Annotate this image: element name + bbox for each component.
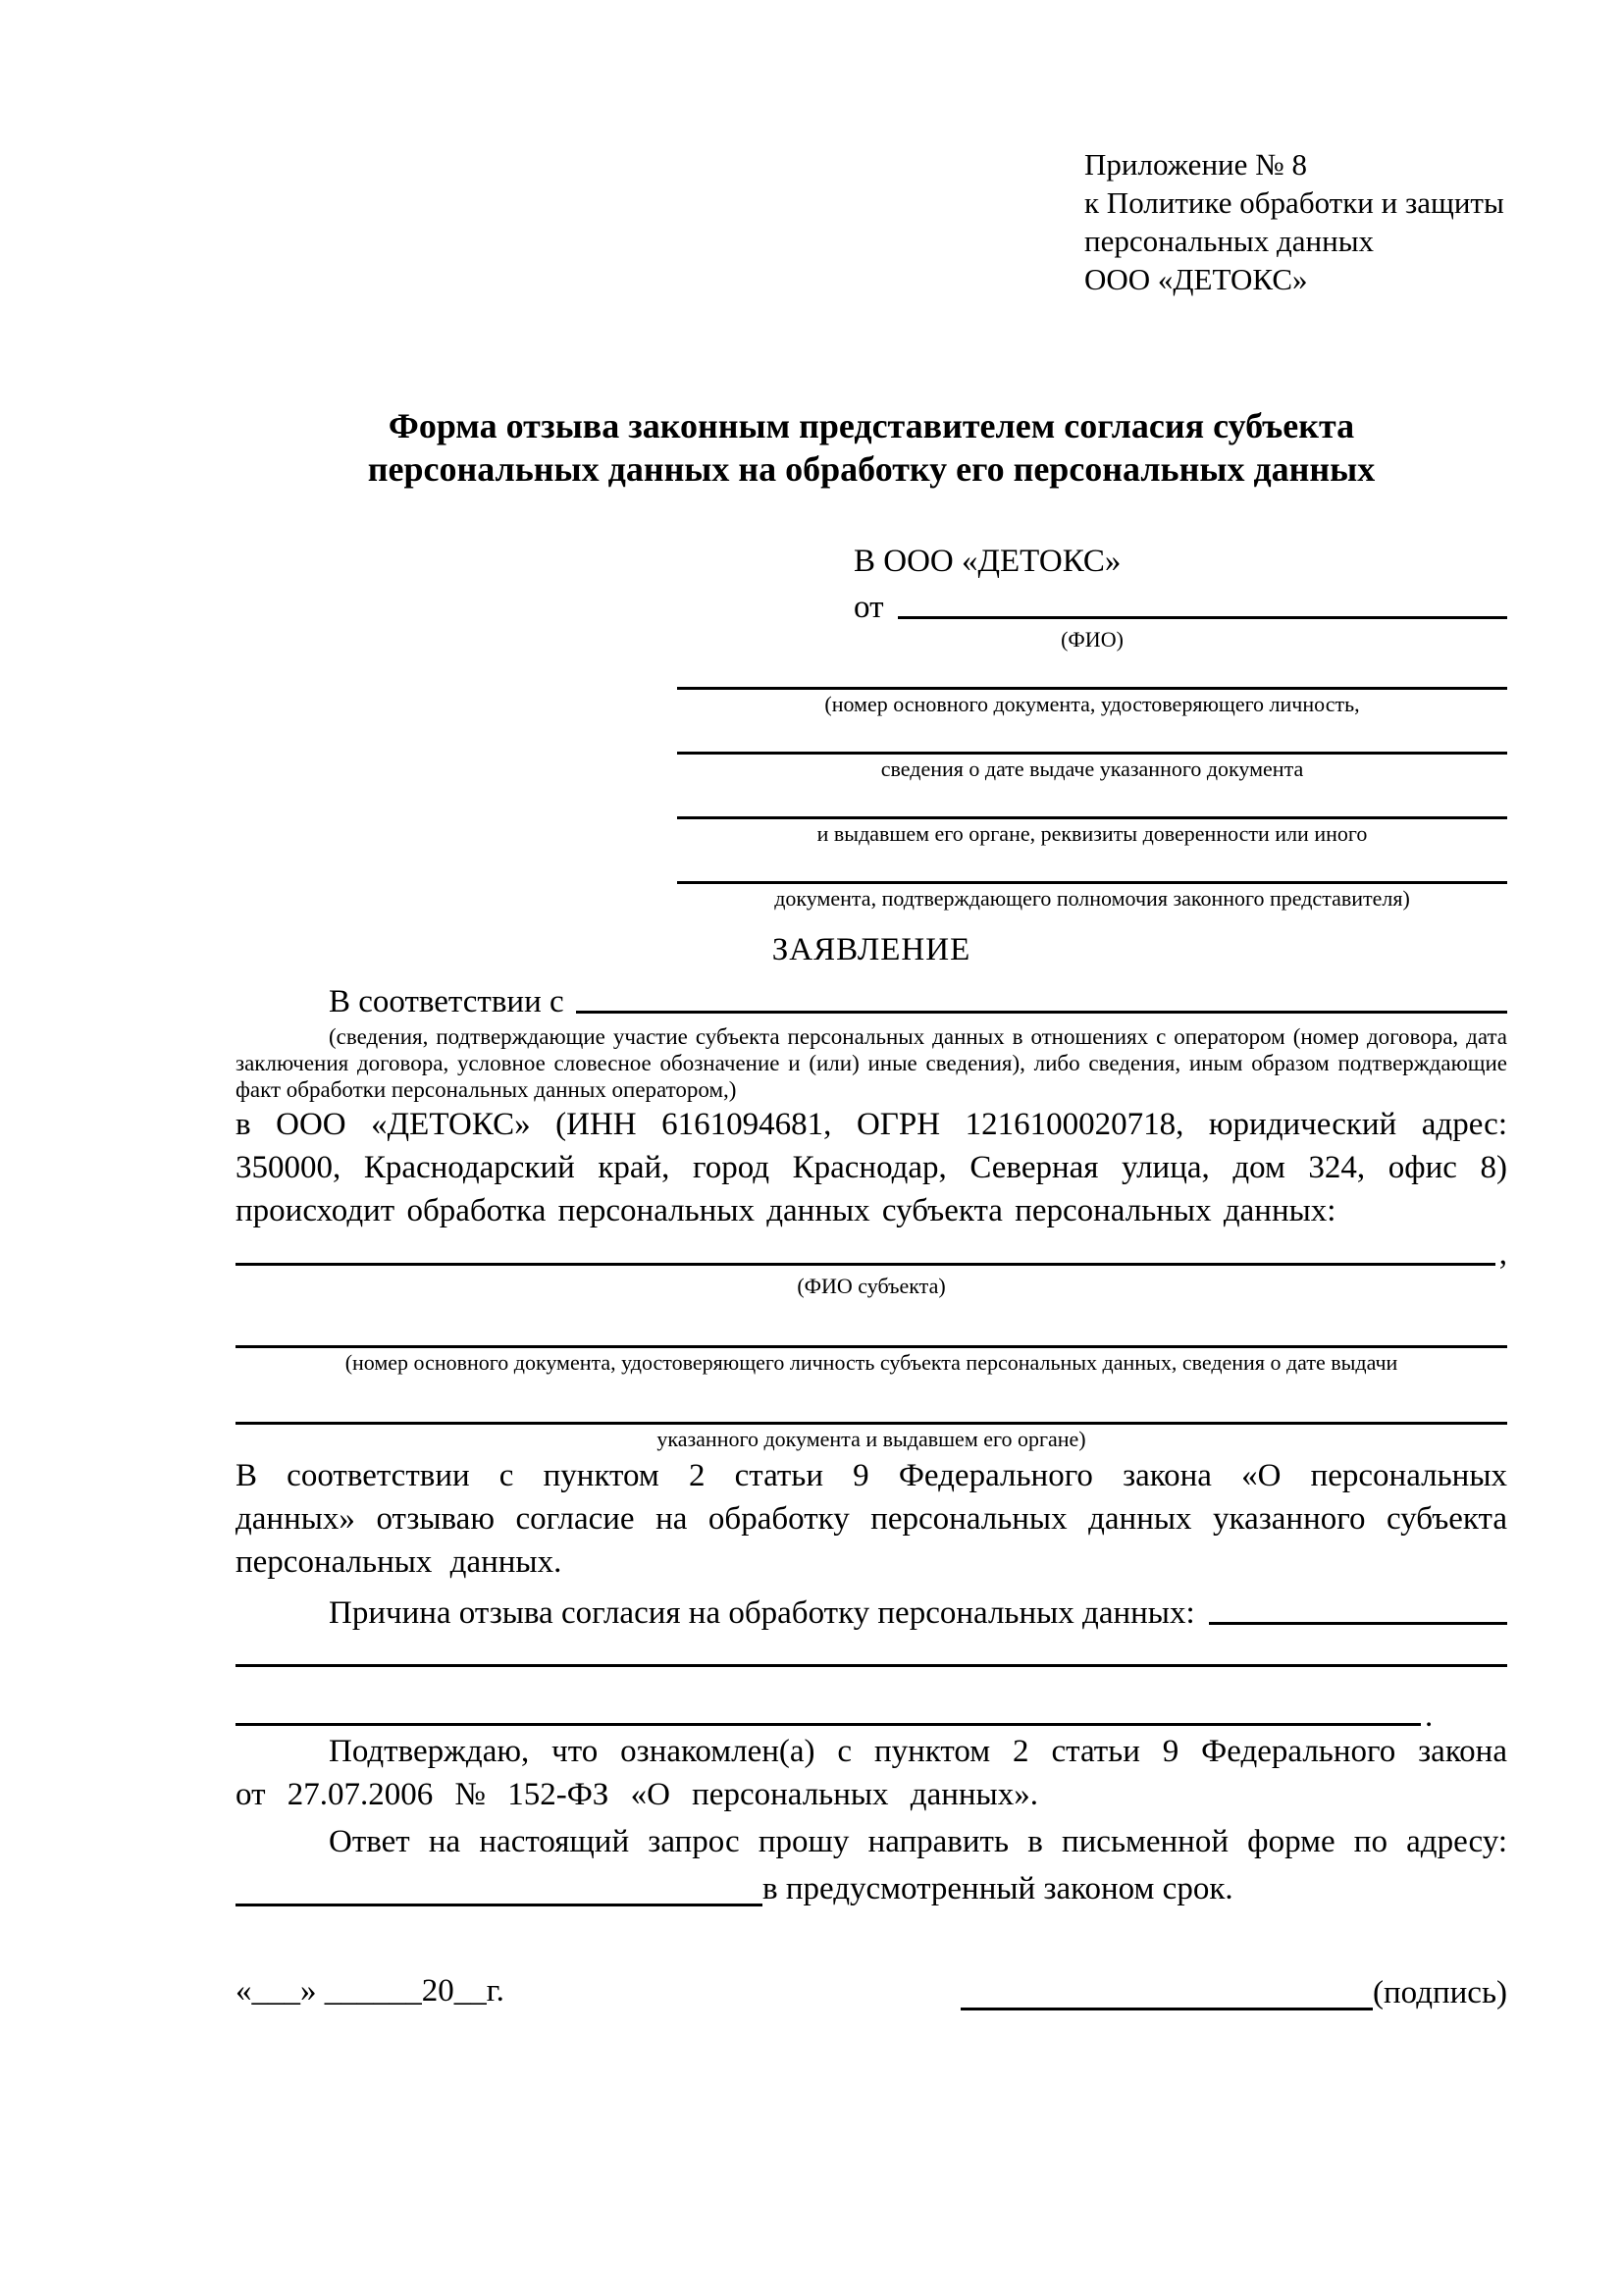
reason-continuation-row bbox=[236, 1698, 1507, 1734]
operator-paragraph: в ООО «ДЕТОКС» (ИНН 6161094681, ОГРН 1216100020718, юридический адрес: 350000, Краснодарский край, город Краснодар, Северная улица, дом 324, офис 8) происходит обработка персональных данных субъекта персональных данных: bbox=[236, 1107, 1507, 1228]
representative-fio-blank-line[interactable] bbox=[898, 616, 1508, 619]
caption-subject-document-authority: указанного документа и выдавшем его органе) bbox=[656, 1427, 1086, 1451]
subject-document-authority-blank-line[interactable] bbox=[236, 1376, 1507, 1425]
from-row bbox=[677, 583, 1507, 625]
intro-note: (сведения, подтверждающие участие субъекта персональных данных в отношениях с оператором (номер договора, дата заключения договора, условное словесное обозначение и (или) иные сведения), либо сведения, иным образом подтверждающие факт обработки персональных данных оператором,) bbox=[236, 1024, 1507, 1102]
intro-row bbox=[236, 976, 1507, 1019]
addressee-block bbox=[677, 540, 1507, 912]
document-issue-date-blank-line[interactable] bbox=[677, 717, 1507, 755]
caption-fio: (ФИО) bbox=[1061, 627, 1124, 652]
caption-document-number: (номер основного документа, удостоверяющего личность, bbox=[824, 692, 1360, 716]
appendix-header bbox=[1084, 145, 1507, 298]
signature-block bbox=[961, 1974, 1507, 2010]
appendix-line: ООО «ДЕТОКС» bbox=[1084, 262, 1308, 296]
signature-blank-line[interactable] bbox=[961, 1974, 1373, 2010]
signature-caption: (подпись) bbox=[1373, 1975, 1507, 2010]
subject-fio-blank-line[interactable] bbox=[236, 1263, 1495, 1266]
addressee-organization: В ООО «ДЕТОКС» bbox=[854, 544, 1122, 579]
reply-request-line: Ответ на настоящий запрос прошу направить в письменной форме по адресу: bbox=[329, 1824, 1507, 1859]
appendix-line: Приложение № 8 bbox=[1084, 147, 1307, 182]
caption-issuing-authority: и выдавшем его органе, реквизиты доверенности или иного bbox=[816, 821, 1368, 846]
date-line[interactable]: «___» ______20__г. bbox=[236, 1973, 504, 2009]
reply-suffix: в предусмотренный законом срок. bbox=[762, 1871, 1233, 1906]
blank-group bbox=[236, 1299, 1507, 1376]
reply-address-blank-line[interactable] bbox=[236, 1870, 762, 1906]
reason-continuation-blank-line-2[interactable] bbox=[236, 1716, 1421, 1726]
confirm-paragraph: Подтверждаю, что ознакомлен(а) с пунктом 2 статьи 9 Федерального закона от 27.07.2006 № 152-ФЗ «О персональных данных». bbox=[236, 1734, 1507, 1812]
appendix-line: персональных данных bbox=[1084, 224, 1375, 258]
representative-document-blank-line[interactable] bbox=[677, 652, 1507, 690]
reason-blank-line[interactable] bbox=[1209, 1622, 1507, 1625]
blank-group bbox=[677, 782, 1507, 847]
blank-group bbox=[677, 652, 1507, 717]
subject-fio-row bbox=[236, 1232, 1507, 1272]
appendix-line: к Политике обработки и защиты bbox=[1084, 185, 1504, 220]
withdraw-paragraph: В соответствии с пунктом 2 статьи 9 Федерального закона «О персональных данных» отзываю согласие на обработку персональных данных указанного субъекта персональных данных. bbox=[236, 1458, 1507, 1580]
subject-document-blank-line[interactable] bbox=[236, 1299, 1507, 1348]
intro-prefix: В соответствии с bbox=[329, 984, 564, 1019]
reason-label: Причина отзыва согласия на обработку персональных данных: bbox=[329, 1595, 1195, 1631]
document-title: Форма отзыва законным представителем согласия субъекта персональных данных на обработку его персональных данных bbox=[367, 406, 1376, 489]
reply-row bbox=[236, 1863, 1507, 1906]
caption-issue-date: сведения о дате выдаче указанного документа bbox=[880, 757, 1304, 781]
caption-authority-document: документа, подтверждающего полномочия законного представителя) bbox=[774, 886, 1410, 911]
caption-subject-fio: (ФИО субъекта) bbox=[797, 1274, 946, 1298]
relationship-info-blank-line[interactable] bbox=[576, 1011, 1507, 1014]
issuing-authority-blank-line[interactable] bbox=[677, 782, 1507, 819]
trailing-comma: , bbox=[1498, 1236, 1507, 1272]
reason-continuation-blank-line[interactable] bbox=[236, 1664, 1507, 1667]
blank-group bbox=[236, 1376, 1507, 1452]
blank-group bbox=[677, 717, 1507, 782]
caption-subject-document: (номер основного документа, удостоверяющего личность субъекта персональных данных, сведения о дате выдачи bbox=[344, 1350, 1398, 1375]
trailing-period: . bbox=[1425, 1698, 1434, 1734]
reason-row bbox=[236, 1586, 1507, 1631]
footer-row bbox=[236, 1971, 1507, 2010]
authority-document-blank-line[interactable] bbox=[677, 847, 1507, 884]
statement-heading: ЗАЯВЛЕНИЕ bbox=[771, 932, 971, 967]
from-label: от bbox=[854, 590, 884, 625]
blank-group bbox=[677, 847, 1507, 912]
